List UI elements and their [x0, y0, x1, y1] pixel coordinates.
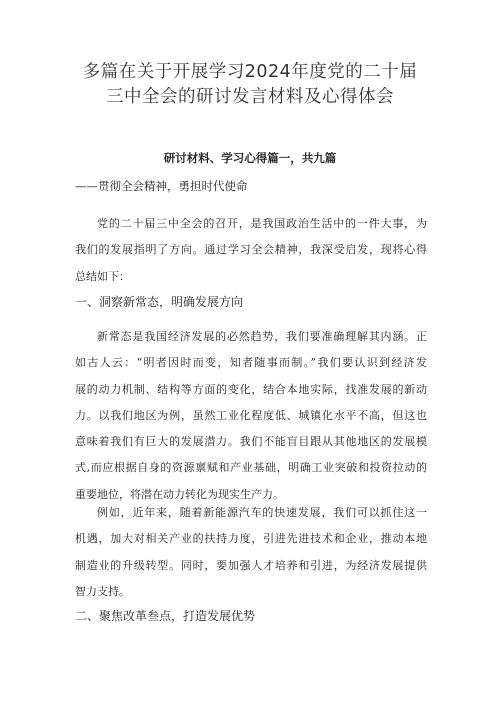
- intro-line: 党的二十届三中全会的召开，是我国政治生活中的一件大事，为: [97, 217, 427, 230]
- section-subtitle: 研讨材料、学习心得篇一，共九篇: [163, 151, 337, 165]
- intro-paragraph: [75, 211, 427, 290]
- paragraph-line: 例如，近年来，随着新能源汽车的快速发展，我们可以抓住这一: [97, 506, 427, 519]
- title-line-1: 多篇在关于开展学习2024年度党的二十届: [82, 62, 418, 82]
- paragraph-line: 新常态是我国经济发展的必然趋势，我们要准确理解其内涵。正: [97, 330, 427, 343]
- title-line-2: 三中全会的研讨发言材料及心得体会: [106, 87, 394, 107]
- section-heading-2: 二、聚焦改革叁点，打造发展优势: [75, 609, 256, 623]
- paragraph-line: 如古人云：“明者因时而变，知者随事而制。”我们要认识到经济发: [75, 356, 427, 370]
- intro-line: 我们的发展指明了方向。通过学习全会精神，我深受启发，现将心得: [75, 243, 427, 257]
- document-title: [40, 60, 460, 110]
- paragraph-line: 意味着我们有巨大的发展潜力。我们不能盲目跟从其他地区的发展模: [75, 435, 427, 449]
- section-heading-1: 一、洞察新常态，明确发展方向: [75, 295, 244, 309]
- paragraph-line: 智力支持。: [75, 584, 130, 598]
- paragraph-line: 重要地位，将潜在动力转化为现实生产力。: [75, 487, 284, 501]
- paragraph-line: 制造业的升级转型。同时，要加强人才培养和引进，为经济发展提供: [75, 558, 427, 572]
- paragraph-line: 力。以我们地区为例，虽然工业化程度低、城镇化水平不高，但这也: [75, 408, 427, 422]
- paragraph-line: 机遇，加大对相关产业的扶持力度，引进先进技术和企业，推动本地: [75, 532, 427, 546]
- paragraph-line: 式,而应根据自身的资源禀赋和产业基础，明确工业突破和投资拉动的: [75, 461, 427, 475]
- intro-line: 总结如下：: [75, 269, 130, 283]
- paragraph-line: 展的动力机制、结构等方面的变化，结合本地实际，找准发展的新动: [75, 382, 427, 396]
- section1-paragraph-1: [75, 324, 427, 508]
- section1-paragraph-2: [75, 500, 427, 605]
- motto-line: ——贯彻全会精神，勇担时代使命: [75, 179, 248, 193]
